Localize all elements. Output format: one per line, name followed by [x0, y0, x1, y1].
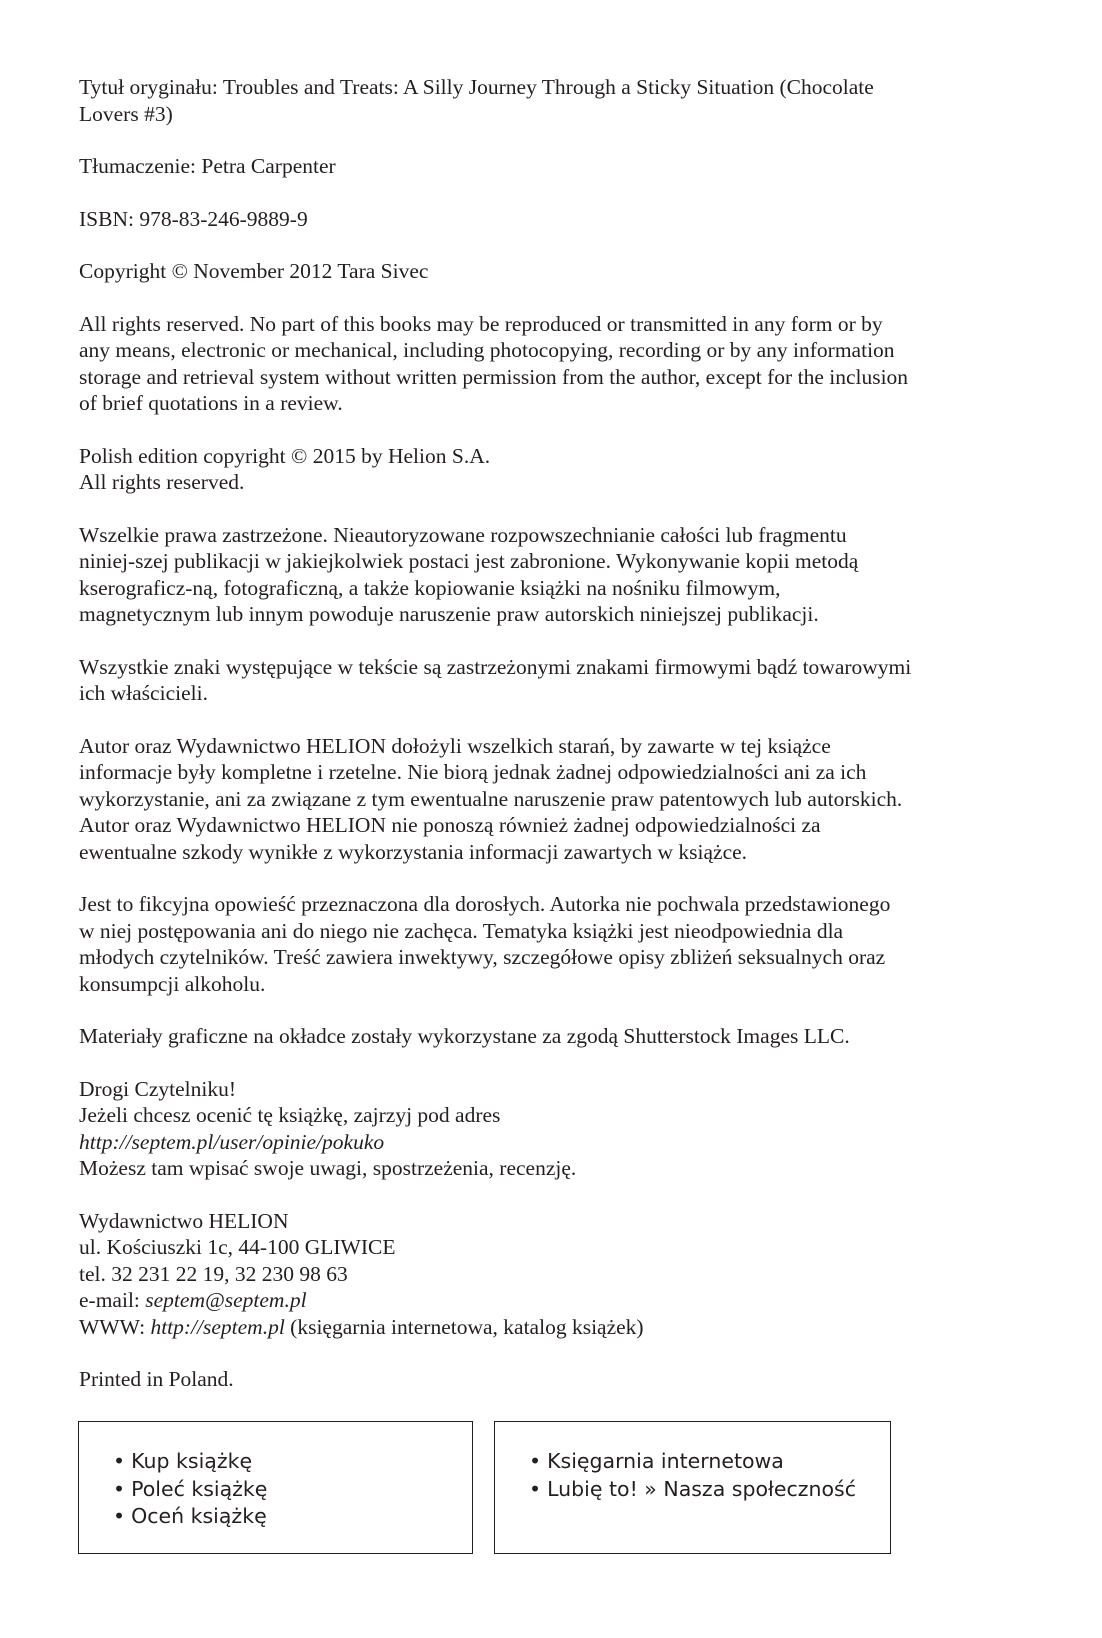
original-title	[79, 74, 1039, 127]
publisher-contact	[79, 1208, 1039, 1341]
fiction-note-line: konsumpcji alkoholu.	[79, 971, 266, 996]
rights-polish	[79, 522, 1039, 628]
reader-review-prompt: Możesz tam wpisać swoje uwagi, spostrzeżenia, recenzję.	[79, 1156, 577, 1180]
copyright-page	[79, 74, 1039, 1419]
cover-credit: Materiały graficzne na okładce zostały wykorzystane za zgodą Shutterstock Images LLC.	[79, 1024, 850, 1048]
trademarks-line: Wszystkie znaki występujące w tekście są zastrzeżonymi znakami firmowymi bądź towarowymi	[79, 654, 912, 679]
bullet-icon: •	[113, 1449, 126, 1473]
disclaimer-line: Autor oraz Wydawnictwo HELION dołożyli wszelkich starań, by zawarte w tej książce	[79, 733, 831, 758]
rights-polish-line: niniej-szej publikacji w jakiejkolwiek postaci jest zabronione. Wykonywanie kopii metodą	[79, 549, 859, 573]
printed-in: Printed in Poland.	[79, 1367, 234, 1391]
bullet-icon: •	[113, 1476, 126, 1501]
translation-credit: Tłumaczenie: Petra Carpenter	[79, 154, 336, 178]
email-link[interactable]: septem@septem.pl	[145, 1288, 307, 1312]
reader-rating-prompt: Jeżeli chcesz ocenić tę książkę, zajrzyj pod adres	[79, 1103, 501, 1127]
disclaimer-line: wykorzystanie, ani za związane z tym ewentualne naruszenie praw patentowych lub autorskich.	[79, 786, 903, 811]
rights-english-line: All rights reserved. No part of this books may be reproduced or transmitted in any form or by	[79, 311, 883, 336]
polish-edition-line: Polish edition copyright © 2015 by Helion S.A.	[79, 443, 491, 468]
reader-greeting: Drogi Czytelniku!	[79, 1076, 237, 1101]
fiction-note	[79, 891, 1039, 997]
publisher-phone: tel. 32 231 22 19, 32 230 98 63	[79, 1261, 348, 1286]
liability-disclaimer	[79, 733, 1039, 866]
fiction-note-line: w niej postępowania ani do niego nie zachęca. Tematyka książki jest nieodpowiednia dla	[79, 918, 844, 943]
rights-english	[79, 311, 1039, 417]
trademarks-line: ich właścicieli.	[79, 681, 208, 705]
rights-polish-line: kserograficz-ną, fotograficzną, a także kopiowanie książki na nośniku filmowym,	[79, 575, 781, 600]
reader-message	[79, 1076, 1039, 1182]
original-title-text-line-1: Troubles and Treats: A Silly Journey Through a Sticky Situation (Chocolate	[222, 75, 874, 99]
www-label: WWW:	[79, 1314, 146, 1339]
disclaimer-line: Autor oraz Wydawnictwo HELION nie ponoszą również żadnej odpowiedzialności za	[79, 813, 821, 837]
bullet-icon: •	[529, 1476, 542, 1501]
email-label: e-mail:	[79, 1288, 140, 1312]
original-title-label: Tytuł oryginału:	[79, 75, 218, 99]
online-bookstore-link[interactable]: • Księgarnia internetowa	[529, 1449, 784, 1473]
isbn: ISBN: 978-83-246-9889-9	[79, 206, 308, 231]
disclaimer-line: informacje były kompletne i rzetelne. Nie biorą jednak żadnej odpowiedzialności ani za ich	[79, 760, 867, 784]
trademarks-notice	[79, 654, 1039, 707]
fiction-note-line: młodych czytelników. Treść zawiera inwektywy, szczegółowe opisy zbliżeń seksualnych oraz	[79, 945, 886, 969]
book-actions-box	[78, 1421, 473, 1554]
bullet-icon: •	[529, 1449, 542, 1473]
www-link[interactable]: http://septem.pl	[150, 1314, 285, 1339]
rights-polish-line: magnetycznym lub innym powoduje naruszenie praw autorskich niniejszej publikacji.	[79, 602, 819, 626]
buy-book-link[interactable]: • Kup książkę	[113, 1449, 253, 1473]
original-title-text-line-2: Lovers #3)	[79, 101, 173, 126]
recommend-book-link[interactable]: • Poleć książkę	[113, 1476, 268, 1501]
copyright-notice: Copyright © November 2012 Tara Sivec	[79, 259, 429, 283]
publisher-name: Wydawnictwo HELION	[79, 1208, 289, 1233]
community-like-link[interactable]: • Lubię to! » Nasza społeczność	[529, 1476, 856, 1501]
rights-english-line: of brief quotations in a review.	[79, 391, 343, 415]
link-boxes	[78, 1421, 1022, 1558]
bullet-icon: •	[113, 1504, 126, 1528]
www-note: (księgarnia internetowa, katalog książek)	[290, 1314, 644, 1339]
rights-polish-line: Wszelkie prawa zastrzeżone. Nieautoryzowane rozpowszechnianie całości lub fragmentu	[79, 522, 847, 547]
polish-edition-line: All rights reserved.	[79, 470, 245, 494]
rights-english-line: storage and retrieval system without written permission from the author, except for the inclusion	[79, 364, 909, 389]
community-links-box	[494, 1421, 891, 1554]
polish-edition-copyright	[79, 443, 1039, 496]
disclaimer-line: ewentualne szkody wynikłe z wykorzystania informacji zawartych w książce.	[79, 839, 748, 864]
fiction-note-line: Jest to fikcyjna opowieść przeznaczona dla dorosłych. Autorka nie pochwala przedstawionego	[79, 892, 891, 916]
rating-url-link[interactable]: http://septem.pl/user/opinie/pokuko	[79, 1129, 385, 1154]
rights-english-line: any means, electronic or mechanical, including photocopying, recording or by any information	[79, 338, 895, 362]
rate-book-link[interactable]: • Oceń książkę	[113, 1504, 267, 1528]
publisher-address: ul. Kościuszki 1c, 44-100 GLIWICE	[79, 1235, 396, 1259]
